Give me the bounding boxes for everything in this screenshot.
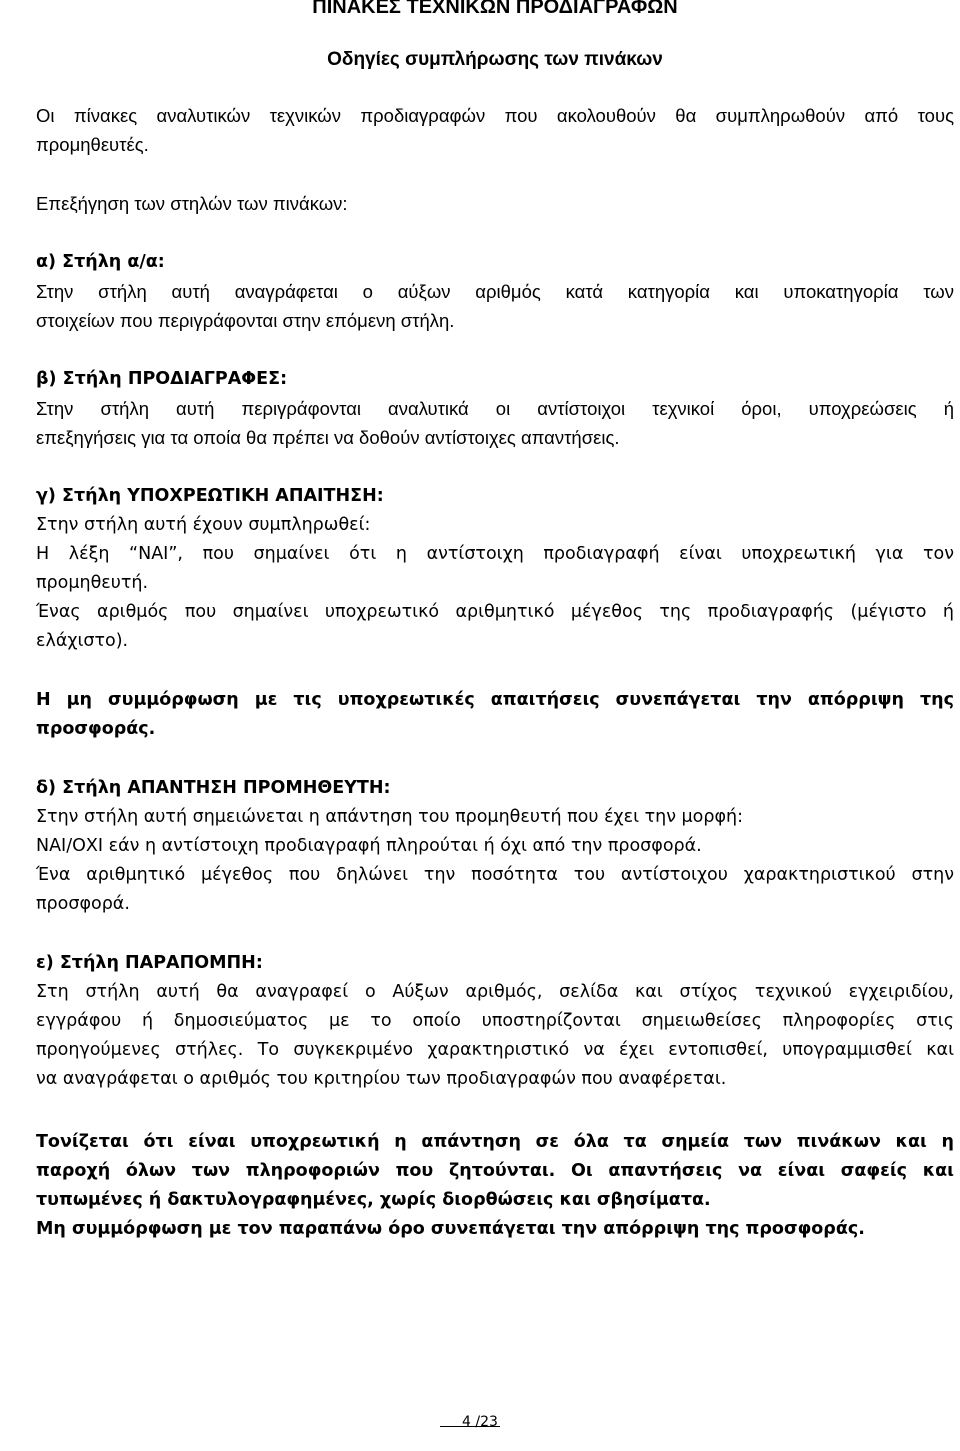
warning-line: Η μη συμμόρφωση με τις υποχρεωτικές απαιτήσεις συνεπάγεται την απόρριψη της <box>36 690 954 710</box>
intro-line: Οι πίνακες αναλυτικών τεχνικών προδιαγραφών που ακολουθούν θα συμπληρωθούν από τους <box>36 105 954 126</box>
explanation-text: Επεξήγηση των στηλών των πινάκων: <box>36 193 348 214</box>
section-a-heading: α) Στήλη α/α: <box>36 252 165 272</box>
section-c-line: Ένας αριθμός που σημαίνει υποχρεωτικό αριθμητικό μέγεθος της προδιαγραφής (μέγιστο ή <box>36 602 954 622</box>
document-body <box>36 0 954 1244</box>
section-e <box>36 949 954 1094</box>
section-d-line: προσφορά. <box>36 894 130 914</box>
closing-line: τυπωμένες ή δακτυλογραφημένες, χωρίς διορθώσεις και σβησίματα. <box>36 1190 711 1210</box>
section-d-line: Ένα αριθμητικό μέγεθος που δηλώνει την ποσότητα του αντίστοιχου χαρακτηριστικού στην <box>36 865 954 885</box>
section-c-line: προμηθευτή. <box>36 573 149 593</box>
closing-line: παροχή όλων των πληροφοριών που ζητούνται. Οι απαντήσεις να είναι σαφείς και <box>36 1161 954 1181</box>
section-d-heading: δ) Στήλη ΑΠΑΝΤΗΣΗ ΠΡΟΜΗΘΕΥΤΗ: <box>36 778 391 798</box>
section-e-heading: ε) Στήλη ΠΑΡΑΠΟΜΠΗ: <box>36 953 263 973</box>
section-b-heading: β) Στήλη ΠΡΟΔΙΑΓΡΑΦΕΣ: <box>36 369 288 389</box>
section-c-heading: γ) Στήλη ΥΠΟΧΡΕΩΤΙΚΗ ΑΠΑΙΤΗΣΗ: <box>36 486 384 506</box>
section-b <box>36 365 954 452</box>
section-c-line: Στην στήλη αυτή έχουν συμπληρωθεί: <box>36 515 371 535</box>
section-d-line: Στην στήλη αυτή σημειώνεται η απάντηση του προμηθευτή που έχει την μορφή: <box>36 807 744 827</box>
section-e-line: προηγούμενες στήλες. Το συγκεκριμένο χαρακτηριστικό να έχει εντοπισθεί, υπογραμμισθεί και <box>36 1040 954 1060</box>
closing-notice <box>36 1128 954 1244</box>
section-a <box>36 248 954 335</box>
warning-line: προσφοράς. <box>36 719 156 739</box>
section-e-line: εγγράφου ή δημοσιεύματος με το οποίο υποστηρίζονται σημειωθείσες πληροφορίες στις <box>36 1011 954 1031</box>
intro-paragraph <box>36 101 954 159</box>
section-d <box>36 774 954 919</box>
section-a-line: στοιχείων που περιγράφονται στην επόμενη στήλη. <box>36 310 455 331</box>
section-d-line: ΝΑΙ/ΟΧΙ εάν η αντίστοιχη προδιαγραφή πληρούται ή όχι από την προσφορά. <box>36 836 702 856</box>
page-number: 4 /23 <box>462 1414 498 1430</box>
closing-line: Μη συμμόρφωση με τον παραπάνω όρο συνεπάγεται την απόρριψη της προσφοράς. <box>36 1219 865 1239</box>
section-a-line: Στην στήλη αυτή αναγράφεται ο αύξων αριθμός κατά κατηγορία και υποκατηγορία των <box>36 281 954 302</box>
document-subtitle: Οδηγίες συμπλήρωσης των πινάκων <box>327 49 663 70</box>
section-e-line: να αναγράφεται ο αριθμός του κριτηρίου των προδιαγραφών που αναφέρεται. <box>36 1069 727 1089</box>
section-c-warning <box>36 686 954 744</box>
section-c <box>36 482 954 744</box>
section-c-line: ελάχιστο). <box>36 631 129 651</box>
intro-line: προμηθευτές. <box>36 134 149 155</box>
section-e-line: Στη στήλη αυτή θα αναγραφεί ο Αύξων αριθμός, σελίδα και στίχος τεχνικού εγχειριδίου, <box>36 982 954 1002</box>
section-b-line: επεξηγήσεις για τα οποία θα πρέπει να δοθούν αντίστοιχες απαντήσεις. <box>36 427 620 448</box>
closing-line: Τονίζεται ότι είναι υποχρεωτική η απάντηση σε όλα τα σημεία των πινάκων και η <box>36 1132 954 1152</box>
section-b-line: Στην στήλη αυτή περιγράφονται αναλυτικά οι αντίστοιχοι τεχνικοί όροι, υποχρεώσεις ή <box>36 398 954 419</box>
section-c-line: Η λέξη “ΝΑΙ”, που σημαίνει ότι η αντίστοιχη προδιαγραφή είναι υποχρεωτική για τον <box>36 544 954 564</box>
page-number-rule <box>440 1426 500 1427</box>
document-title: ΠΙΝΑΚΕΣ ΤΕΧΝΙΚΩΝ ΠΡΟΔΙΑΓΡΑΦΩΝ <box>312 0 678 18</box>
